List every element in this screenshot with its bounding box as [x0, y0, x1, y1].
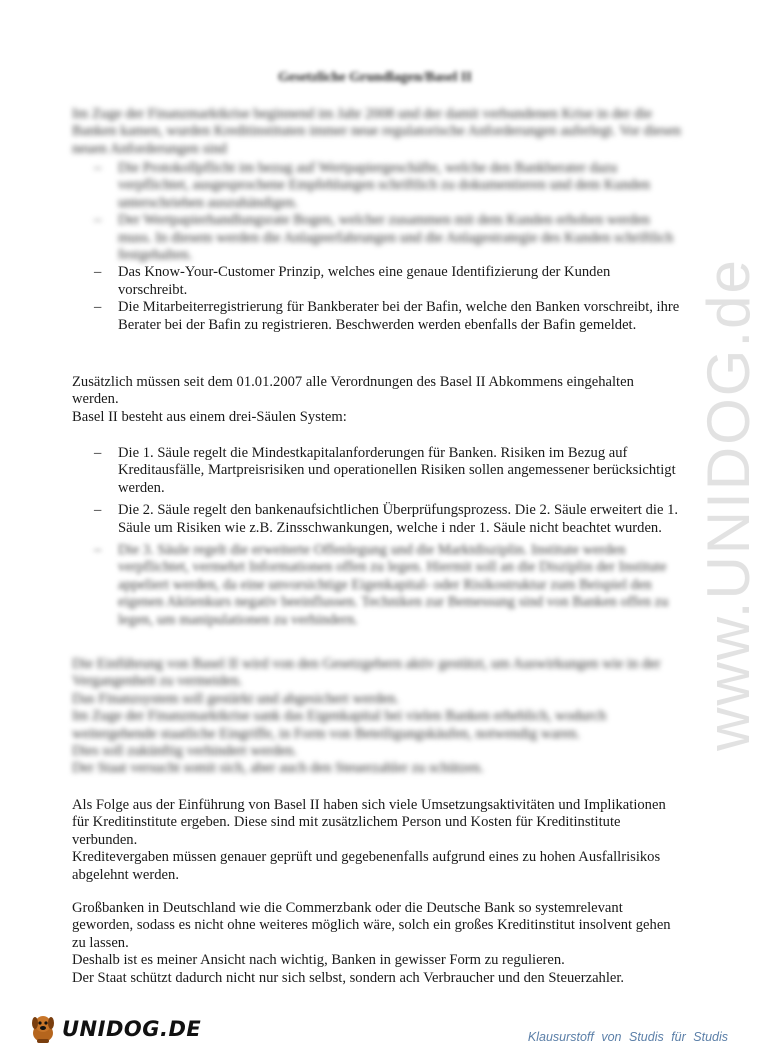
- pillars-list: [72, 445, 682, 629]
- list-item: – Die Protokollpflicht im bezug auf Wertpapiergeschäfte, welche den Bankberater dazu verpflichtet, ausgesprochene Empfehlungen schriftlich zu dokumentieren und dem Kunden unterschrieben auszuhändigen.: [72, 160, 682, 212]
- legislation-paragraph: [72, 656, 682, 778]
- intro-text: Im Zuge der Finanzmarktkrise beginnend im Jahr 2008 und der damit verbundenen Krise in der die Banken kamen, wurden Kreditinstituten immer neue regulatorische Anforderungen auferlegt. Vor diesen neuen Anforderungen sind: [72, 106, 681, 157]
- paragraph-line: Großbanken in Deutschland wie die Commerzbank oder die Deutsche Bank so systemrelevant geworden, sodass es nicht ohne weiteres möglich wäre, solch ein großes Kreditinstitut insolvent gehen zu lassen.: [72, 900, 671, 951]
- paragraph-line: Dies soll zukünftig verhindert werden.: [72, 743, 297, 760]
- basel-pillars-intro: Basel II besteht aus einem drei-Säulen System:: [72, 408, 347, 425]
- paragraph-line: Kreditevergaben müssen genauer geprüft und gegebenenfalls aufgrund eines zu hohen Ausfallrisikos abgelehnt werden.: [72, 849, 661, 883]
- paragraph-line: Als Folge aus der Einführung von Basel II haben sich viele Umsetzungsaktivitäten und Implikationen für Kreditinstitute ergeben. Diese sind mit zusätzlichem Person und Kosten für Kreditinstitute verbunden.: [72, 797, 666, 848]
- list-item: – Das Know-Your-Customer Prinzip, welches eine genaue Identifizierung der Kunden vorschreibt.: [72, 264, 682, 299]
- paragraph-line: Deshalb ist es meiner Ansicht nach wichtig, Banken in gewisser Form zu regulieren.: [72, 952, 565, 969]
- consequences-paragraph: [72, 797, 682, 884]
- list-item: – Die 3. Säule regelt die erweiterte Offenlegung und die Marktdisziplin. Institute werden verpflichtet, vermehrt Informationen offen zu legen. Hiermit soll an die Disziplin der Institute appeliert werden, da eine unvorsichtige Eigenkapital- oder Risikostruktur zum Beispiel den eigenen Aktienkurs negativ beeinflussen. Techniken zur Bemessung sind von Banken offen zu legen, um manipulationen zu verhindern.: [72, 542, 682, 629]
- list-item: – Der Wertpapierhandlungsrate Bogen, welcher zusammen mit dem Kunden erhoben werden muss. In diesem werden die Anlageerfahrungen und die Anlagestrategie des Kunden schriftlich festgehalten.: [72, 212, 682, 264]
- dog-mascot-icon: [28, 1013, 58, 1045]
- conclusion-paragraph: [72, 900, 682, 987]
- watermark: www.UNIDOG.de: [695, 258, 763, 751]
- basel-requirement-text: Zusätzlich müssen seit dem 01.01.2007 alle Verordnungen des Basel II Abkommens eingehalten werden.: [72, 374, 634, 408]
- footer-tagline: Klausurstoff von Studis für Studis: [527, 1030, 728, 1044]
- intro-paragraph: [72, 106, 682, 158]
- logo-text: UNIDOG.DE: [62, 1017, 202, 1041]
- basel-intro: [72, 374, 682, 426]
- footer-logo[interactable]: [28, 1013, 201, 1045]
- list-item: – Die 2. Säule regelt den bankenaufsichtlichen Überprüfungsprozess. Die 2. Säule erweitert die 1. Säule um Risiken wie z.B. Zinsschwankungen, welche i nder 1. Säule nicht beachtet wurden.: [72, 502, 682, 537]
- list-item: – Die 1. Säule regelt die Mindestkapitalanforderungen für Banken. Risiken im Bezug auf Kreditausfälle, Martpreisrisiken und operationellen Risiken sollen angemessener berücksichtigt werden.: [72, 445, 682, 497]
- list-item: – Die Mitarbeiterregistrierung für Bankberater bei der Bafin, welche den Banken vorschreibt, ihre Berater bei der Bafin zu registrieren. Beschwerden werden ebenfalls der Bafin gemeldet.: [72, 299, 682, 334]
- paragraph-line: Der Staat versucht somit sich, aber auch den Steuerzahler zu schützen.: [72, 760, 484, 777]
- document-title: Gesetzliche Grundlagen/Basel II: [278, 70, 472, 85]
- paragraph-line: Das Finanzsystem soll gestärkt und abgesichert werden.: [72, 690, 400, 707]
- paragraph-line: Der Staat schützt dadurch nicht nur sich selbst, sondern ach Verbraucher und den Steuerzahler.: [72, 969, 625, 986]
- paragraph-line: Im Zuge der Finanzmarktkrise sank das Eigenkapital bei vielen Banken erheblich, wodurch weitergehende staatliche Eingriffe, in Form von Beteiligungskäufen, notwendig waren.: [72, 708, 607, 742]
- requirements-list: [72, 160, 682, 334]
- paragraph-line: Die Einführung von Basel II wird von den Gesetzgebern aktiv gestützt, um Auswirkungen wie in der Vergangenheit zu vermeiden.: [72, 656, 661, 690]
